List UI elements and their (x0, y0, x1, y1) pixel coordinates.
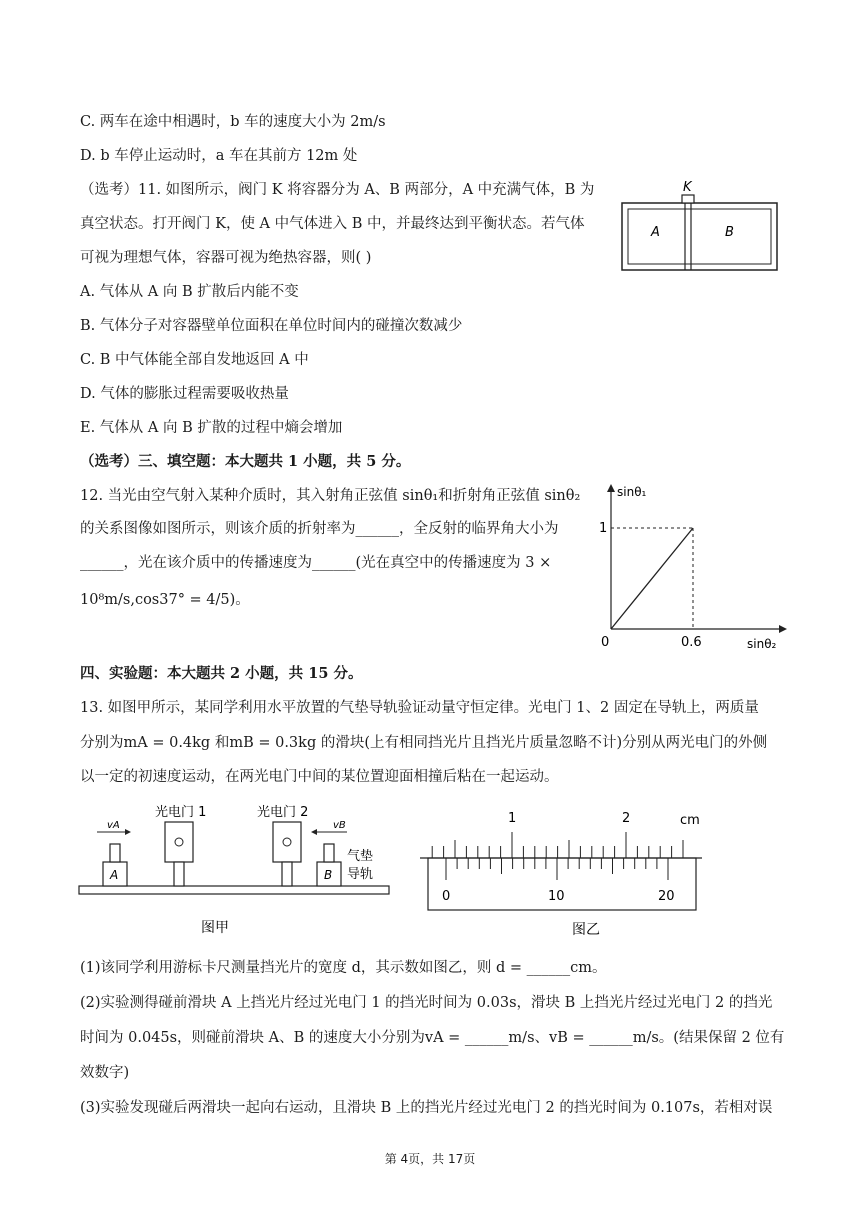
photogate-1 (165, 822, 193, 862)
question-12-line-3: ______，光在该介质中的传播速度为______(光在真空中的传播速度为 3 × (80, 555, 552, 571)
q11-option-b: B. 气体分子对容器壁单位面积在单位时间内的碰撞次数减少 (80, 318, 463, 334)
question-13-line-3: 以一定的初速度运动，在两光电门中间的某位置迎面相撞后粘在一起运动。 (80, 769, 559, 785)
question-11-line-1: （选考）11. 如图所示，阀门 K 将容器分为 A、B 两部分，A 中充满气体，B 为 (80, 182, 595, 198)
question-13-line-1: 13. 如图甲所示，某同学利用水平放置的气垫导轨验证动量守恒定律。光电门 1、2 固定在导轨上，两质量 (80, 700, 759, 716)
velocity-b-arrow (311, 829, 317, 835)
figure-yi-caption: 图乙 (572, 922, 600, 938)
photogate-2 (273, 822, 301, 862)
q13-part-2-line-3: 效数字) (80, 1065, 130, 1081)
q11-option-d: D. 气体的膨胀过程需要吸收热量 (80, 386, 289, 402)
question-11-line-2: 真空状态。打开阀门 K，使 A 中气体进入 B 中，并最终达到平衡状态。若气体 (80, 216, 585, 232)
q13-part-2-line-2: 时间为 0.045s，则碰前滑块 A、B 的速度大小分别为vA = ______m/s、vB = ______m/s。(结果保留 2 位有 (80, 1030, 785, 1046)
origin-label: 0 (601, 635, 610, 650)
question-13-line-2: 分别为mA = 0.4kg 和mB = 0.3kg 的滑块(上有相同挡光片且挡光片质量忽略不计)分别从两光电门的外侧 (80, 735, 768, 751)
slider-b-flag (324, 844, 334, 862)
page-footer: 第 4页，共 17页 (384, 1152, 476, 1166)
data-line (611, 528, 693, 629)
slider-b-label: B (324, 868, 333, 882)
valve-container-figure (615, 175, 785, 275)
question-12-line-1: 12. 当光由空气射入某种介质时，其入射角正弦值 sinθ₁和折射角正弦值 sinθ₂ (80, 488, 581, 504)
slider-a-flag (110, 844, 120, 862)
air-track-rail (79, 886, 389, 894)
y-axis-label: sinθ₁ (617, 485, 647, 499)
vernier-caliper-figure (412, 800, 712, 946)
main-scale-2-label: 2 (622, 811, 631, 826)
q11-option-a: A. 气体从 A 向 B 扩散后内能不变 (80, 284, 299, 300)
photogate-1-label: 光电门 1 (155, 805, 207, 820)
photogate-2-label: 光电门 2 (257, 805, 309, 820)
option-d-line: D. b 车停止运动时，a 车在其前方 12m 处 (80, 148, 358, 164)
air-track-label-2: 导轨 (347, 867, 374, 882)
question-12-line-4: 10⁸m/s,cos37° = 4/5)。 (80, 592, 250, 608)
velocity-b-label: vB (333, 820, 346, 831)
sine-graph-figure (595, 478, 795, 656)
valve-k-label: K (683, 180, 692, 195)
x-axis-label: sinθ₂ (747, 637, 777, 651)
figure-jia-caption: 图甲 (201, 920, 229, 936)
air-track-figure (75, 798, 405, 946)
slider-a-label: A (110, 868, 119, 882)
air-track-label-1: 气垫 (347, 849, 374, 864)
x-tick-label: 0.6 (681, 635, 702, 650)
main-scale-1-label: 1 (508, 811, 517, 826)
section-4-heading: 四、实验题：本大题共 2 小题，共 15 分。 (80, 665, 363, 682)
velocity-a-arrow (125, 829, 131, 835)
vernier-0-label: 0 (442, 889, 451, 904)
q11-option-c: C. B 中气体能全部自发地返回 A 中 (80, 352, 309, 368)
y-axis-arrow (607, 484, 615, 492)
q13-part-1: (1)该同学利用游标卡尺测量挡光片的宽度 d，其示数如图乙，则 d = ______cm。 (80, 960, 607, 976)
question-12-line-2: 的关系图像如图所示，则该介质的折射率为______，全反射的临界角大小为 (80, 521, 559, 537)
section-3-heading: （选考）三、填空题：本大题共 1 小题，共 5 分。 (80, 453, 411, 470)
chamber-a-label: A (651, 225, 660, 240)
q13-part-3-line-1: (3)实验发现碰后两滑块一起向右运动，且滑块 B 上的挡光片经过光电门 2 的挡光时间为 0.107s，若相对误 (80, 1100, 773, 1116)
main-scale-unit-label: cm (680, 813, 700, 828)
y-tick-label: 1 (599, 521, 608, 536)
vernier-10-label: 10 (548, 889, 565, 904)
option-c-line: C. 两车在途中相遇时，b 车的速度大小为 2m/s (80, 114, 386, 130)
q13-part-2-line-1: (2)实验测得碰前滑块 A 上挡光片经过光电门 1 的挡光时间为 0.03s，滑块 B 上挡光片经过光电门 2 的挡光 (80, 995, 773, 1011)
velocity-a-label: vA (107, 820, 120, 831)
q11-option-e: E. 气体从 A 向 B 扩散的过程中熵会增加 (80, 420, 343, 436)
chamber-b-label: B (725, 225, 734, 240)
question-11-line-3: 可视为理想气体，容器可视为绝热容器，则( ) (80, 250, 372, 266)
x-axis-arrow (779, 625, 787, 633)
vernier-20-label: 20 (658, 889, 675, 904)
